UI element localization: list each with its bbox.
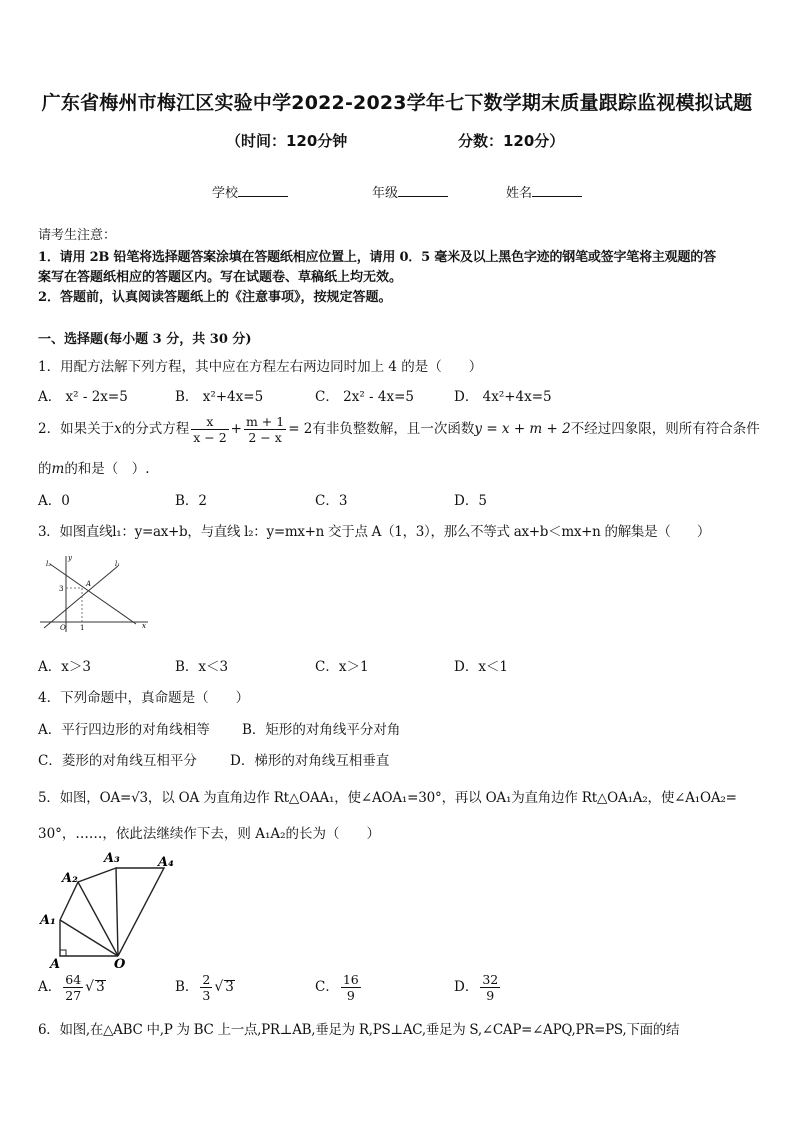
q5-c-label: C． [315,979,339,995]
q5-triangle-4 [116,868,164,956]
name-label: 姓名 [506,186,533,201]
q5-label-a: A [50,957,61,972]
q3-option-a[interactable]: A．x＞3 [38,659,91,675]
q2-text-5: 的 [38,461,52,477]
q5-oa1 [60,920,118,956]
school-field [212,182,288,201]
q5-c-den: 9 [346,988,355,1003]
q5-b-den: 3 [202,988,211,1003]
q5-option-d[interactable] [454,972,502,1003]
q5-a-label: A． [38,979,62,995]
q5-triangle-2 [60,882,118,956]
q5-label-a2: A₂ [62,871,78,886]
q2-text-4: 不经过四象限，则所有符合条件 [570,421,760,437]
q3-label-x: x [142,622,146,630]
q2-plus: + [230,421,242,437]
q3-label-l1: l₁ [115,560,121,568]
page-title: 广东省梅州市梅江区实验中学2022-2023学年七下数学期末质量跟踪监视模拟试题 [41,92,753,114]
q5-a-fraction [63,972,83,1003]
q3-label-l2: l₂ [46,560,52,568]
notice-item1-line2: 案写在答题纸相应的答题区内。写在试题卷、草稿纸上均无效。 [38,270,403,285]
q2-f2-den: 2 − x [248,430,282,445]
q5-stem-line1: 5．如图，OA=√3，以 OA 为直角边作 Rt△OAA₁，使∠AOA₁=30°，再以 OA₁为直角边作 Rt△OA₁A₂，使∠A₁OA₂= [38,790,737,806]
grade-blank[interactable] [398,183,448,197]
q5-option-b[interactable]: B． $\frac{2}{3}$ √ 3 [175,972,234,1003]
q1-option-d[interactable]: D． 4x²+4x=5 [454,389,552,405]
exam-time: （时间：120分钟 [226,132,348,150]
q2-stem-line1 [38,409,760,449]
q4-option-a[interactable]: A．平行四边形的对角线相等 [38,722,210,738]
q5-d-label: D． [454,979,479,995]
q5-label-a1: A₁ [40,913,56,928]
q6-stem: 6．如图,在△ABC 中,P 为 BC 上一点,PR⊥AB,垂足为 R,PS⊥AC,垂足为 S,∠CAP=∠APQ,PR=PS,下面的结 [38,1022,680,1038]
q3-label-a: A [86,580,92,588]
exam-score: 分数：120分） [458,132,565,150]
q2-text-3: 有非负整数解，且一次函数 [312,421,475,437]
q3-line-l1 [44,566,118,628]
q1-option-b[interactable]: B． x²+4x=5 [175,389,264,405]
q5-c-num: 16 [342,972,359,987]
grade-label: 年级 [372,186,399,201]
q2-var-x: x [114,421,122,437]
q5-d-den: 9 [486,988,495,1003]
q2-option-c[interactable]: C．3 [315,493,348,509]
notice-heading: 请考生注意： [38,228,117,243]
q1-option-a[interactable]: A． x² - 2x=5 [38,389,128,405]
q2-f2-num: m + 1 [245,414,285,429]
name-field [506,182,582,201]
q4-stem: 4．下列命题中，真命题是（ ） [38,690,250,706]
name-blank[interactable] [532,183,582,197]
q5-b-num: 2 [202,972,211,987]
q5-right-angle-mark [60,950,66,956]
q5-stem-line2: 30°，……，依此法继续作下去，则 A₁A₂的长为（ ） [38,826,381,842]
q5-label-a4: A₄ [158,855,174,870]
q5-d-fraction [480,972,500,1003]
school-label: 学校 [212,186,239,201]
q5-a-sqrt: 3 [96,979,105,995]
q1-option-c[interactable]: C． 2x² - 4x=5 [315,389,414,405]
q2-option-b[interactable]: B．2 [175,493,208,509]
q2-var-m: m [51,461,65,477]
q4-option-b[interactable]: B．矩形的对角线平分对角 [242,722,401,738]
q3-option-c[interactable]: C．x＞1 [315,659,369,675]
q5-b-sqrt: 3 [225,979,234,995]
grade-field [372,182,448,201]
q3-stem: 3．如图直线l₁：y=ax+b，与直线 l₂：y=mx+n 交于点 A（1，3），那么不等式 ax+b＜mx+n 的解集是（ ） [38,524,711,540]
q2-fraction-1 [191,414,228,445]
q3-figure [36,552,154,634]
q2-fraction-2 [244,414,286,445]
q5-b-fraction [200,972,212,1003]
q2-option-a[interactable]: A．0 [38,493,70,509]
q2-equals: = 2 [288,421,313,437]
q3-line-l2 [50,564,136,624]
q2-option-d[interactable]: D．5 [454,493,487,509]
q4-option-d[interactable]: D．梯形的对角线互相垂直 [230,753,390,769]
q3-label-y: y [68,554,72,562]
notice-item1-line1: 1．请用 2B 铅笔将选择题答案涂填在答题纸相应位置上，请用 0．5 毫米及以上黑色字迹的钢笔或签字笔将主观题的答 [38,250,716,265]
q5-a-num: 64 [65,972,82,987]
q3-label-o: O [60,624,66,632]
q5-label-a3: A₃ [104,851,120,866]
q5-figure [36,846,186,972]
section-heading: 一、选择题(每小题 3 分，共 30 分) [38,332,252,347]
school-blank[interactable] [238,183,288,197]
q2-text-2: 的分式方程 [121,421,190,437]
q5-label-o: O [114,957,126,972]
q2-text-6: 的和是（ ）. [64,461,150,477]
q5-c-fraction [341,972,361,1003]
q5-option-c[interactable] [315,972,363,1003]
q5-d-num: 32 [482,972,499,987]
q4-option-c[interactable]: C．菱形的对角线互相平分 [38,753,197,769]
q5-b-label: B． [175,979,199,995]
q3-label-1: 1 [80,624,85,632]
notice-item2: 2．答题前，认真阅读答题纸上的《注意事项》，按规定答题。 [38,290,392,305]
q2-f1-den: x − 2 [193,430,227,445]
q5-option-a[interactable]: A． $\frac{64}{27}$ √ 3 [38,972,105,1003]
q5-a-den: 27 [65,988,82,1003]
q2-text-1: 2．如果关于 [38,421,115,437]
q3-option-b[interactable]: B．x＜3 [175,659,229,675]
q1-stem: 1．用配方法解下列方程，其中应在方程左右两边同时加上 4 的是（ ） [38,359,483,375]
q2-f1-num: x [191,414,228,430]
q2-function: y = x + m + 2 [474,421,571,437]
q3-label-3: 3 [59,585,64,593]
q2-stem-line2 [38,457,150,477]
q3-option-d[interactable]: D．x＜1 [454,659,509,675]
